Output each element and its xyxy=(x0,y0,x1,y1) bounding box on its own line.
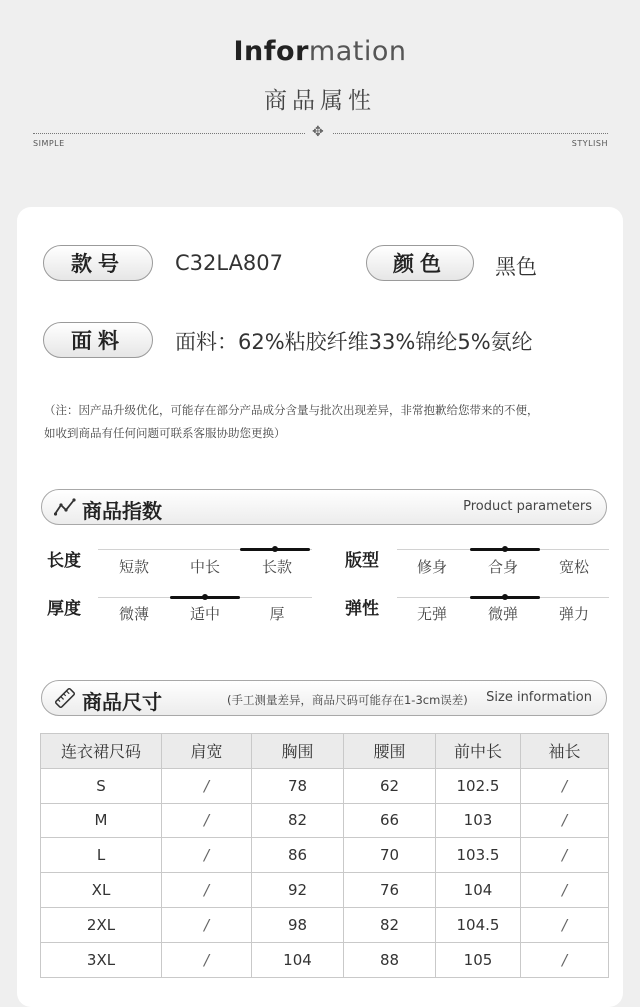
size-info-title: 商品尺寸 xyxy=(82,690,162,714)
param-dot-length xyxy=(272,546,278,552)
table-row xyxy=(41,942,609,977)
table-cell: 92 xyxy=(252,873,344,908)
table-cell: / xyxy=(162,907,252,942)
param-label-thickness: 厚度 xyxy=(47,599,81,619)
param-option: 无弹 xyxy=(416,605,447,623)
column-header: 胸围 xyxy=(252,734,344,769)
fabric-value: 面料：62%粘胶纤维33%锦纶5%氨纶 xyxy=(175,330,533,354)
param-option: 适中 xyxy=(189,605,220,623)
param-option: 中长 xyxy=(189,558,220,576)
table-cell: 98 xyxy=(252,907,344,942)
table-cell: / xyxy=(162,838,252,873)
table-cell: 70 xyxy=(344,838,436,873)
title-bold: Infor xyxy=(233,36,309,67)
param-dot-stretch xyxy=(502,594,508,600)
table-cell: 76 xyxy=(344,873,436,908)
table-cell: / xyxy=(521,942,609,977)
column-header: 肩宽 xyxy=(162,734,252,769)
column-header: 袖长 xyxy=(521,734,609,769)
table-cell: / xyxy=(521,803,609,838)
table-cell: / xyxy=(162,942,252,977)
column-header: 腰围 xyxy=(344,734,436,769)
table-cell: / xyxy=(521,838,609,873)
divider-right xyxy=(333,133,608,134)
note-line-2: 如收到商品有任何问题可联系客服协助您更换） xyxy=(44,426,286,440)
table-cell: 103.5 xyxy=(436,838,521,873)
size-info-note: (手工测量差异，商品尺码可能存在1-3cm误差) xyxy=(227,693,468,707)
product-params-title: 商品指数 xyxy=(82,499,162,523)
table-row xyxy=(41,838,609,873)
param-label-length: 长度 xyxy=(47,551,81,571)
page-title xyxy=(0,36,640,67)
size-info-bar xyxy=(41,680,607,716)
param-option: 微弹 xyxy=(487,605,518,623)
table-cell: 2XL xyxy=(41,907,162,942)
trend-line-icon xyxy=(54,497,76,517)
table-cell: 62 xyxy=(344,768,436,803)
param-dot-thickness xyxy=(202,594,208,600)
table-cell: 102.5 xyxy=(436,768,521,803)
table-cell: / xyxy=(521,768,609,803)
param-option: 修身 xyxy=(416,558,447,576)
table-cell: 104.5 xyxy=(436,907,521,942)
table-cell: S xyxy=(41,768,162,803)
param-option: 宽松 xyxy=(558,558,589,576)
table-cell: 86 xyxy=(252,838,344,873)
stylish-label: STYLISH xyxy=(571,139,608,148)
param-label-fit: 版型 xyxy=(345,551,379,571)
style-no-label: 款号 xyxy=(43,245,153,281)
table-header-row xyxy=(41,734,609,769)
table-cell: 82 xyxy=(252,803,344,838)
column-header: 前中长 xyxy=(436,734,521,769)
table-cell: 3XL xyxy=(41,942,162,977)
color-label: 颜色 xyxy=(366,245,474,281)
table-cell: / xyxy=(162,803,252,838)
table-row xyxy=(41,768,609,803)
table-cell: L xyxy=(41,838,162,873)
divider-left xyxy=(33,133,305,134)
table-cell: XL xyxy=(41,873,162,908)
table-cell: 104 xyxy=(252,942,344,977)
table-cell: 103 xyxy=(436,803,521,838)
product-params-title-en: Product parameters xyxy=(463,499,592,514)
note-line-1: （注：因产品升级优化，可能存在部分产品成分含量与批次出现差异，非常抱歉给您带来的不便， xyxy=(44,403,539,417)
table-row xyxy=(41,873,609,908)
style-no-value: C32LA807 xyxy=(175,251,284,275)
table-cell: 88 xyxy=(344,942,436,977)
table-cell: / xyxy=(521,873,609,908)
cross-ornament-icon: ✥ xyxy=(312,124,324,140)
fabric-label: 面料 xyxy=(43,322,153,358)
product-params-bar xyxy=(41,489,607,525)
param-option: 长款 xyxy=(261,558,292,576)
page-subtitle: 商品属性 xyxy=(264,88,376,114)
table-cell: 82 xyxy=(344,907,436,942)
title-light: mation xyxy=(308,36,407,67)
table-cell: / xyxy=(162,873,252,908)
param-dot-fit xyxy=(502,546,508,552)
table-cell: / xyxy=(521,907,609,942)
param-option: 弹力 xyxy=(558,605,589,623)
size-table xyxy=(40,733,609,978)
ruler-icon xyxy=(54,688,76,708)
simple-label: SIMPLE xyxy=(33,139,65,148)
param-option: 厚 xyxy=(269,605,285,623)
table-cell: M xyxy=(41,803,162,838)
column-header: 连衣裙尺码 xyxy=(41,734,162,769)
param-option: 合身 xyxy=(487,558,518,576)
param-option: 微薄 xyxy=(118,605,149,623)
param-label-stretch: 弹性 xyxy=(345,599,379,619)
param-option: 短款 xyxy=(118,558,149,576)
table-row xyxy=(41,907,609,942)
size-info-title-en: Size information xyxy=(486,690,592,705)
table-cell: 78 xyxy=(252,768,344,803)
table-cell: 104 xyxy=(436,873,521,908)
table-cell: / xyxy=(162,768,252,803)
table-cell: 105 xyxy=(436,942,521,977)
table-cell: 66 xyxy=(344,803,436,838)
color-value: 黑色 xyxy=(495,255,537,279)
table-row xyxy=(41,803,609,838)
